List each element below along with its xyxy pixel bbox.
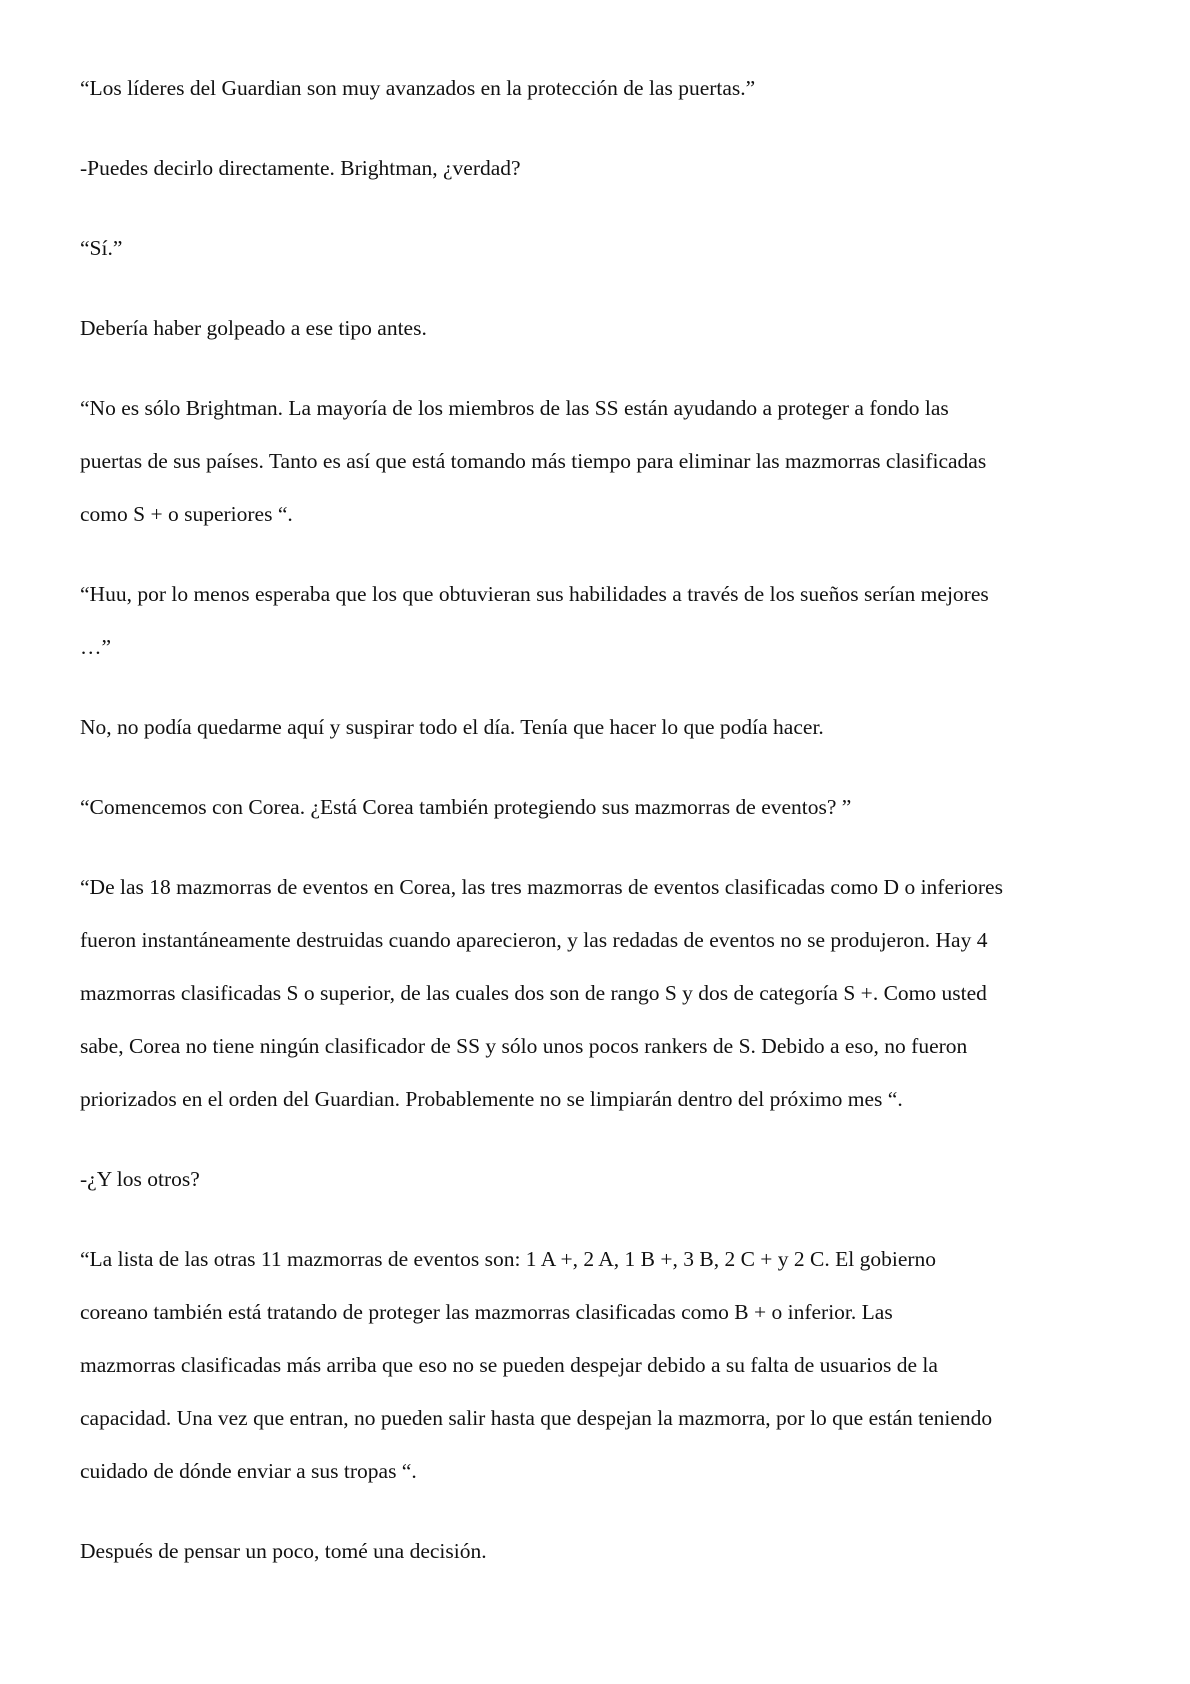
- text-line: priorizados en el orden del Guardian. Probablemente no se limpiarán dentro del próximo mes “.: [80, 1087, 903, 1111]
- text-line: coreano también está tratando de proteger las mazmorras clasificadas como B + o inferior. Las: [80, 1300, 893, 1324]
- text-line: “No es sólo Brightman. La mayoría de los miembros de las SS están ayudando a proteger a fondo las: [80, 396, 949, 420]
- text-line: mazmorras clasificadas S o superior, de las cuales dos son de rango S y dos de categoría S +. Como usted: [80, 981, 987, 1005]
- paragraph: [80, 1525, 1120, 1578]
- body-text: [80, 62, 1120, 1605]
- text-line: No, no podía quedarme aquí y suspirar todo el día. Tenía que hacer lo que podía hacer.: [80, 715, 824, 739]
- text-line: “Sí.”: [80, 236, 123, 260]
- paragraph: [80, 142, 1120, 195]
- text-line: “La lista de las otras 11 mazmorras de eventos son: 1 A +, 2 A, 1 B +, 3 B, 2 C + y 2 C. El gobierno: [80, 1247, 937, 1271]
- text-line: “Huu, por lo menos esperaba que los que obtuvieran sus habilidades a través de los sueños serían mejores: [80, 582, 989, 606]
- paragraph: [80, 568, 1120, 674]
- paragraph: [80, 701, 1120, 754]
- text-line: …”: [80, 635, 112, 659]
- text-line: -Puedes decirlo directamente. Brightman, ¿verdad?: [80, 156, 521, 180]
- paragraph: [80, 222, 1120, 275]
- text-line: capacidad. Una vez que entran, no pueden salir hasta que despejan la mazmorra, por lo que están teniendo: [80, 1406, 993, 1430]
- text-line: Debería haber golpeado a ese tipo antes.: [80, 316, 427, 340]
- paragraph: [80, 382, 1120, 541]
- text-line: “Los líderes del Guardian son muy avanzados en la protección de las puertas.”: [80, 76, 756, 100]
- text-line: Después de pensar un poco, tomé una decisión.: [80, 1539, 487, 1563]
- paragraph: [80, 1233, 1120, 1498]
- text-line: puertas de sus países. Tanto es así que está tomando más tiempo para eliminar las mazmorras clasificadas: [80, 449, 987, 473]
- text-line: sabe, Corea no tiene ningún clasificador de SS y sólo unos pocos rankers de S. Debido a eso, no fueron: [80, 1034, 968, 1058]
- paragraph: [80, 781, 1120, 834]
- text-line: cuidado de dónde enviar a sus tropas “.: [80, 1459, 417, 1483]
- text-line: “De las 18 mazmorras de eventos en Corea, las tres mazmorras de eventos clasificadas como D o inferiores: [80, 875, 1003, 899]
- paragraph: [80, 861, 1120, 1126]
- text-line: “Comencemos con Corea. ¿Está Corea también protegiendo sus mazmorras de eventos? ”: [80, 795, 852, 819]
- paragraph: [80, 302, 1120, 355]
- paragraph: [80, 62, 1120, 115]
- text-line: fueron instantáneamente destruidas cuando aparecieron, y las redadas de eventos no se produjeron. Hay 4: [80, 928, 988, 952]
- text-line: mazmorras clasificadas más arriba que eso no se pueden despejar debido a su falta de usuarios de la: [80, 1353, 938, 1377]
- text-line: -¿Y los otros?: [80, 1167, 200, 1191]
- text-line: como S + o superiores “.: [80, 502, 293, 526]
- paragraph: [80, 1153, 1120, 1206]
